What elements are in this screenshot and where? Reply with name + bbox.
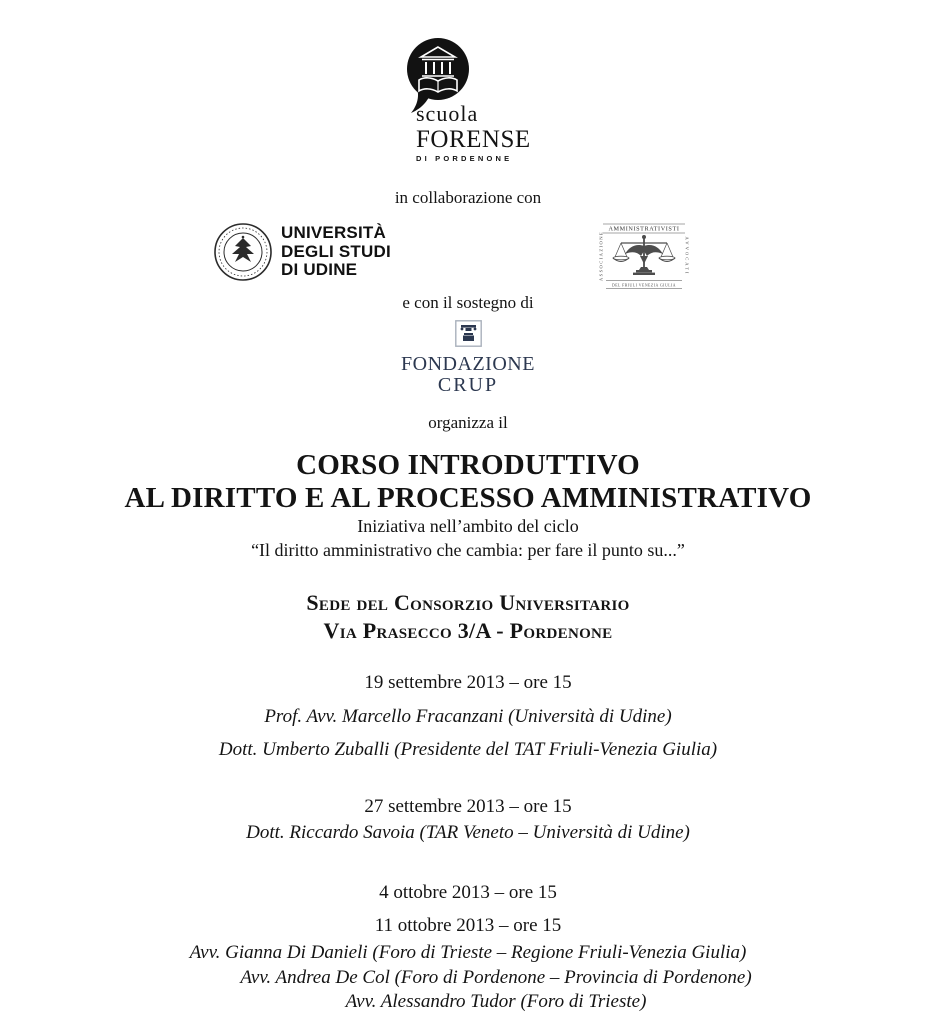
cycle-subtitle [0, 514, 936, 562]
course-title-line1: CORSO INTRODUTTIVO [296, 449, 640, 481]
session-date: 4 ottobre 2013 – ore 15 [379, 882, 557, 903]
cycle-name: “Il diritto amministrativo che cambia: per fare il punto su...” [251, 540, 685, 560]
venue-block [0, 589, 936, 645]
speaker-line: Prof. Avv. Marcello Fracanzani (Università di Udine) [264, 706, 672, 727]
udine-seal-icon [213, 222, 273, 282]
course-title [0, 449, 936, 515]
scuola-wordmark: scuola [416, 101, 479, 126]
session-date: 11 ottobre 2013 – ore 15 [374, 915, 562, 936]
ammin-top-label: AMMINISTRATIVISTI [608, 225, 680, 233]
speaker-line: Avv. Alessandro Tudor (Foro di Trieste) [345, 991, 647, 1012]
ammin-left-label: ASSOCIAZIONE [598, 230, 604, 282]
venue-line2: Via Prasecco 3/A - Pordenone [323, 618, 613, 643]
udine-line2: DEGLI STUDI [281, 241, 391, 261]
speaker-line: Dott. Umberto Zuballi (Presidente del TAT Friuli-Venezia Giulia) [218, 739, 718, 760]
ammin-bottom-label: DEL FRIULI VENEZIA GIULIA [611, 283, 677, 288]
speaker-line: Dott. Riccardo Savoia (TAR Veneto – Università di Udine) [246, 822, 690, 843]
udine-logo [213, 222, 391, 282]
collaboration-label: in collaborazione con [394, 188, 542, 207]
organizes-label: organizza il [428, 413, 508, 432]
scales-of-justice-icon [594, 220, 694, 292]
cycle-intro: Iniziativa nell’ambito del ciclo [357, 516, 579, 536]
crup-emblem-icon [455, 320, 482, 347]
udine-line1: UNIVERSITÀ [281, 223, 386, 243]
speaker-line: Avv. Gianna Di Danieli (Foro di Trieste – Regione Friuli-Venezia Giulia) [189, 942, 747, 963]
ammin-right-label: AVVOCATI [684, 236, 690, 276]
udine-line3: DI UDINE [281, 260, 358, 280]
crup-logo [0, 320, 936, 395]
session-date: 27 settembre 2013 – ore 15 [364, 796, 572, 817]
session-date: 19 settembre 2013 – ore 15 [364, 672, 572, 693]
forense-wordmark: FORENSE [416, 126, 531, 153]
course-title-line2: AL DIRITTO E AL PROCESSO AMMINISTRATIVO [124, 482, 812, 514]
speaker-line: Avv. Andrea De Col (Foro di Pordenone – Provincia di Pordenone) [240, 967, 752, 988]
amministrativisti-logo [594, 220, 694, 297]
crup-name-label: CRUP [437, 374, 499, 396]
venue-line1: Sede del Consorzio Universitario [306, 590, 630, 615]
crup-fondazione-label: FONDAZIONE [401, 353, 535, 375]
di-pordenone-label: DI PORDENONE [416, 154, 513, 163]
support-label: e con il sostegno di [402, 293, 534, 312]
